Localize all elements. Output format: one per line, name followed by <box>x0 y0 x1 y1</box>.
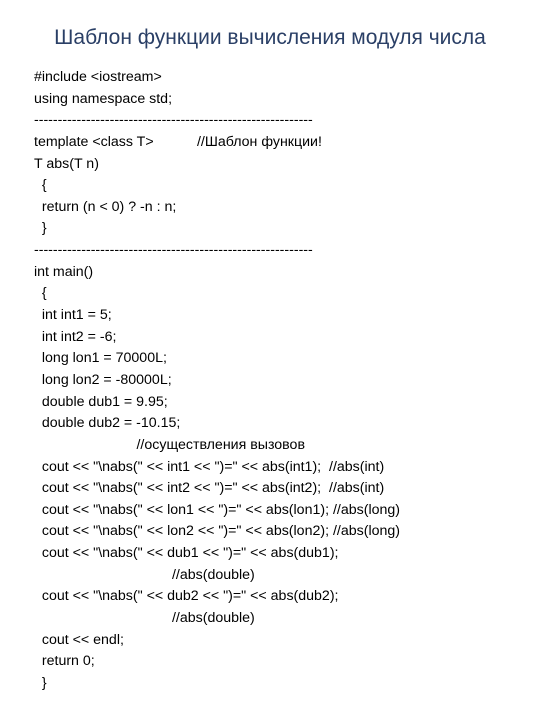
code-line: cout << endl; <box>34 631 124 648</box>
code-line: template <class T> //Шаблон функции! <box>34 133 322 150</box>
code-line: double dub2 = -10.15; <box>34 415 181 432</box>
code-line: long lon2 = -80000L; <box>34 371 172 388</box>
code-line: { <box>34 177 47 194</box>
code-line: cout << "\nabs(" << int1 << ")=" << abs(int1); //abs(int) <box>34 458 385 475</box>
code-line: cout << "\nabs(" << dub2 << ")=" << abs(dub2); <box>34 588 339 605</box>
code-line: } <box>34 220 47 237</box>
code-line: //abs(double) <box>34 610 255 627</box>
code-line: cout << "\nabs(" << dub1 << ")=" << abs(dub1); <box>34 545 339 562</box>
slide-title: Шаблон функции вычисления модуля числа <box>54 26 486 49</box>
separator-line: ----------------------------------------------------------- <box>34 242 313 259</box>
code-line: #include <iostream> <box>34 69 162 85</box>
code-line: //abs(double) <box>34 566 255 583</box>
code-line: //осуществления вызовов <box>34 436 305 453</box>
code-line: cout << "\nabs(" << lon1 << ")=" << abs(lon1); //abs(long) <box>34 501 400 518</box>
code-line: using namespace std; <box>34 90 173 107</box>
code-line: return 0; <box>34 653 95 670</box>
code-line: } <box>34 674 47 691</box>
code-line: int int1 = 5; <box>34 307 112 324</box>
code-line: cout << "\nabs(" << lon2 << ")=" << abs(lon2); //abs(long) <box>34 523 400 540</box>
code-line: { <box>34 285 47 302</box>
code-line: long lon1 = 70000L; <box>34 350 167 367</box>
separator-line: ----------------------------------------------------------- <box>34 112 313 129</box>
code-line: double dub1 = 9.95; <box>34 393 168 410</box>
code-line: return (n < 0) ? -n : n; <box>34 198 177 215</box>
code-line: cout << "\nabs(" << int2 << ")=" << abs(int2); //abs(int) <box>34 480 385 497</box>
code-line: int main() <box>34 263 94 280</box>
code-listing <box>34 67 524 695</box>
code-line: int int2 = -6; <box>34 328 117 345</box>
code-line: T abs(T n) <box>34 155 99 172</box>
